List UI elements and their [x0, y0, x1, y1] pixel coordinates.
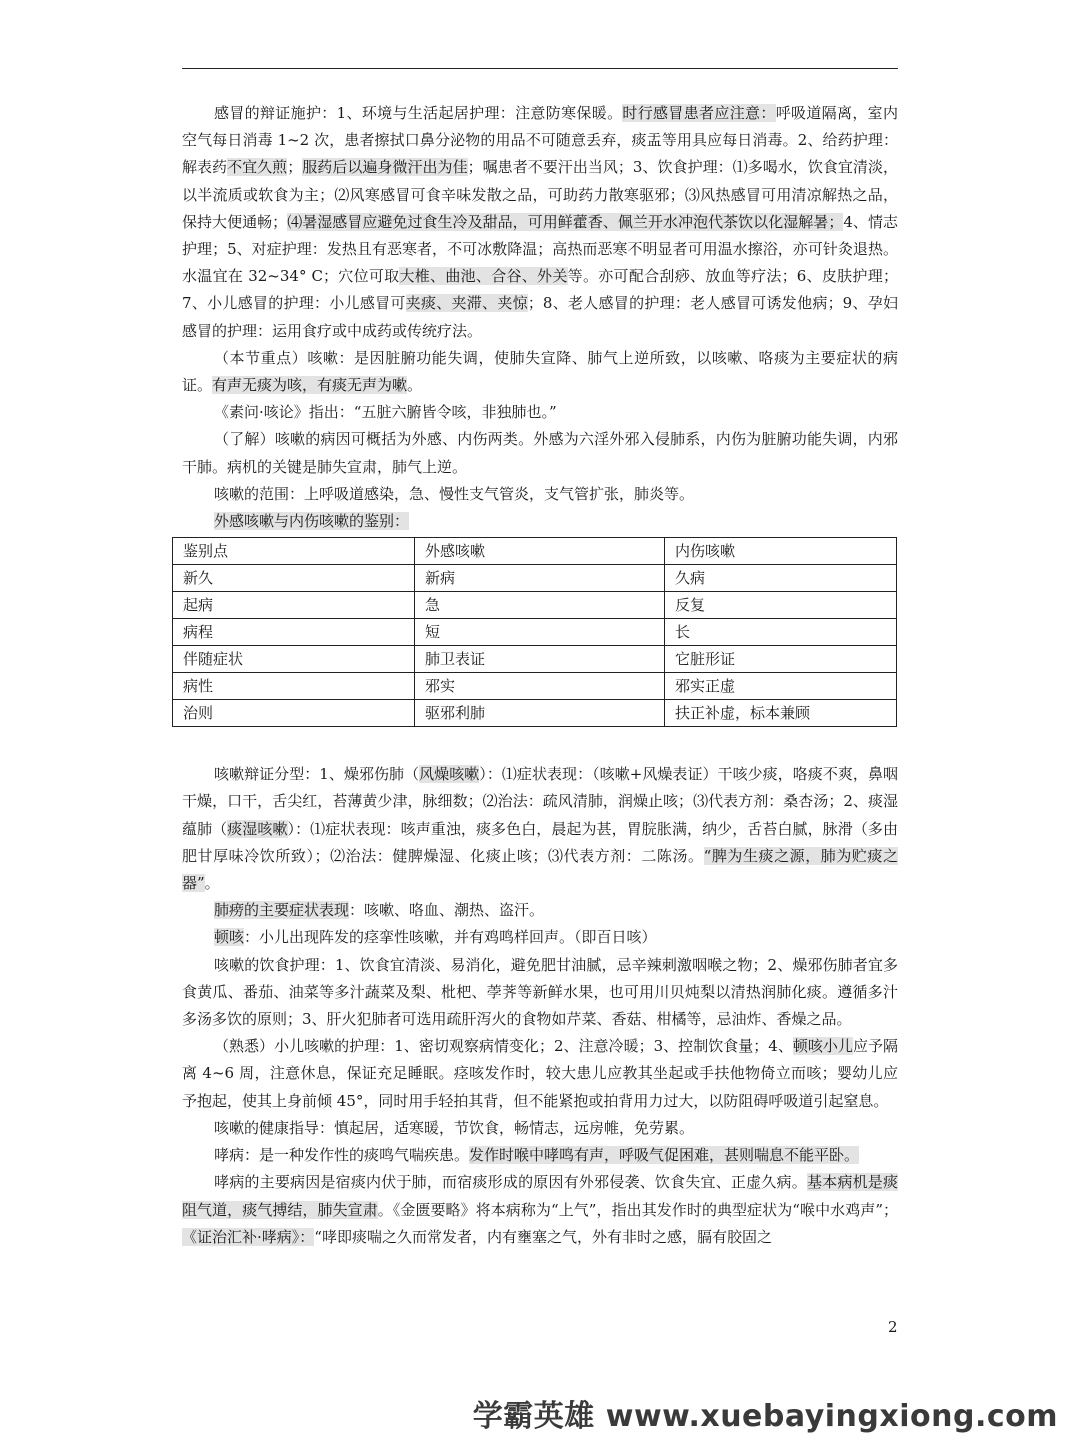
highlight: 基本病机是痰阻气道，痰气搏结，肺失宣肃	[182, 1173, 898, 1219]
text-run: 应予隔离 4~6 周，注意休息，保证充足睡眠。痉咳发作时，较大患儿应教其坐起或手扶他物倚立而咳；婴幼儿应予抱起，使其上身前倾 45°，同时用手轻拍其背，但不能紧抱或拍背用力过大，以防阻碍呼吸道引起窒息。	[182, 1037, 898, 1110]
table-cell: 新病	[415, 565, 665, 592]
table-cell: 治则	[173, 700, 415, 727]
table-cell: 它脏形证	[665, 646, 897, 673]
paragraph-cough-health-guidance: 咳嗽的健康指导：慎起居，适寒暖，节饮食，畅情志，远房帷，免劳累。	[214, 1118, 695, 1137]
highlight: 顿咳小儿	[792, 1037, 853, 1056]
table-cell: 反复	[665, 592, 897, 619]
text-run: 等。亦可配合刮痧、放血等疗法；6、皮肤护理；7、小儿感冒的护理：小儿感冒可	[182, 267, 898, 313]
text-run: 咳嗽辩证分型：1、燥邪伤肺（	[214, 765, 420, 784]
highlight: 发作时喉中哮鸣有声，呼吸气促困难，甚则喘息不能平卧。	[469, 1146, 860, 1165]
paragraph-cough-diet: 咳嗽的饮食护理：1、饮食宜清淡、易消化，避免肥甘油腻，忌辛辣刺激咽喉之物；2、燥邪伤肺者宜多食黄瓜、番茄、油菜等多汁蔬菜及梨、枇杷、荸荠等新鲜水果，也可用川贝炖梨以清热润肺化痰。遵循多汁多汤多饮的原则；3、肝火犯肺者可选用疏肝泻火的食物如芹菜、香菇、柑橘等，忌油炸、香燥之品。	[182, 955, 898, 1029]
table-row	[173, 700, 897, 727]
highlight: 不宜久煎	[227, 158, 288, 177]
paragraph-cold-nursing	[182, 100, 898, 345]
table-cell: 邪实	[415, 673, 665, 700]
table-cell: 急	[415, 592, 665, 619]
table-row	[173, 565, 897, 592]
highlight: 大椎、曲池、合谷、外关	[399, 267, 568, 286]
table-cell: 驱邪利肺	[415, 700, 665, 727]
table-header-cell: 外感咳嗽	[415, 538, 665, 565]
text-run: 4、情志护理；5、对症护理：发热且有恶寒者，不可冰敷降温；高热而恶寒不明显者可用温水擦浴，亦可针灸退热。水温宜在 32~34° C；穴位可取	[182, 212, 898, 286]
highlight: 有声无痰为咳，有痰无声为嗽	[212, 376, 408, 395]
text-run: 。《金匮要略》将本病称为“上气”，指出其发作时的典型症状为“喉中水鸡声”；	[377, 1200, 898, 1219]
paragraph-cough-causes: （了解）咳嗽的病因可概括为外感、内伤两类。外感为六淫外邪入侵肺系，内伤为脏腑功能失调，内邪干肺。病机的关键是肺失宣肃，肺气上逆。	[182, 430, 898, 476]
table-caption	[182, 508, 898, 535]
text-run: ；8、老人感冒的护理：老人感冒可诱发他病；9、孕妇感冒的护理：运用食疗或中成药或传统疗法。	[182, 294, 898, 340]
table-cell: 伴随症状	[173, 646, 415, 673]
paragraph-asthma-definition	[182, 1142, 898, 1169]
page-number: 2	[888, 1318, 898, 1336]
text-run: （本节重点）咳嗽：是因脏腑功能失调，使肺失宣降、肺气上逆所致，以咳嗽、咯痰为主要症状的病证。	[182, 348, 898, 395]
text-run: ：小儿出现阵发的痉挛性咳嗽，并有鸡鸣样回声。（即百日咳）	[244, 928, 657, 947]
highlight: “脾为生痰之源，肺为贮痰之器”	[182, 846, 898, 893]
table-cell: 短	[415, 619, 665, 646]
paragraph-asthma-causes	[182, 1169, 898, 1251]
paragraph-tuberculosis	[182, 897, 898, 924]
table-header-cell: 内伤咳嗽	[665, 538, 897, 565]
header-rule	[182, 68, 898, 69]
text-run: 呼吸道隔离，室内空气每日消毒 1~2 次，患者擦拭口鼻分泌物的用品不可随意丢弃，痰盂等用具应每日消毒。2、给药护理：解表药	[182, 104, 898, 177]
comparison-table	[172, 537, 897, 727]
highlight: 风燥咳嗽	[419, 765, 480, 784]
text-run: 哮病：是一种发作性的痰鸣气喘疾患。	[214, 1146, 470, 1165]
table-cell: 病程	[173, 619, 415, 646]
table-cell: 邪实正虚	[665, 673, 897, 700]
spacer	[182, 727, 898, 761]
highlight: 顿咳	[214, 928, 245, 947]
text-run: 。	[407, 376, 423, 395]
table-row	[173, 673, 897, 700]
highlight: 夹痰、夹滞、夹惊	[405, 294, 528, 313]
text-run: ：咳嗽、咯血、潮热、盗汗。	[349, 901, 545, 920]
text-run: ）：⑴症状表现：（咳嗽+风燥表证）干咳少痰，咯痰不爽，鼻咽干燥，口干，舌尖红，苔薄黄少津，脉细数；⑵治法：疏风清肺，润燥止咳；⑶代表方剂：桑杏汤；2、痰湿蕴肺（	[182, 765, 899, 838]
highlight: 肺痨的主要症状表现	[214, 901, 350, 920]
table-row	[173, 646, 897, 673]
paragraph-child-cough-care	[182, 1033, 898, 1115]
text-run: “哮即痰喘之久而常发者，内有壅塞之气，外有非时之感，膈有胶固之	[314, 1227, 772, 1246]
text-run: 。	[204, 874, 220, 893]
table-header-row	[173, 538, 897, 565]
paragraph-suwen-quote: 《素问·咳论》指出：“五脏六腑皆令咳，非独肺也。”	[214, 403, 557, 422]
text-run: ；	[287, 158, 303, 177]
table-cell: 起病	[173, 592, 415, 619]
text-run: 哮病的主要病因是宿痰内伏于肺，而宿痰形成的原因有外邪侵袭、饮食失宜、正虚久病。	[214, 1173, 807, 1192]
watermark-brand: 学霸英雄 www.xuebayingxiong.com	[472, 1399, 1058, 1434]
highlight: 时行感冒患者应注意：	[622, 104, 776, 122]
table-cell: 扶正补虚，标本兼顾	[665, 700, 897, 727]
highlight: 痰湿咳嗽	[227, 819, 288, 838]
table-row	[173, 592, 897, 619]
table-cell: 新久	[173, 565, 415, 592]
highlight: 外感咳嗽与内伤咳嗽的鉴别：	[214, 512, 410, 531]
table-cell: 久病	[665, 565, 897, 592]
paragraph-cough-definition	[182, 345, 898, 399]
text-run: （熟悉）小儿咳嗽的护理：1、密切观察病情变化；2、注意冷暖；3、控制饮食量；4、	[214, 1037, 793, 1056]
table-cell: 长	[665, 619, 897, 646]
table-row	[173, 619, 897, 646]
table-cell: 肺卫表证	[415, 646, 665, 673]
paragraph-cough-scope: 咳嗽的范围：上呼吸道感染，急、慢性支气管炎，支气管扩张，肺炎等。	[214, 484, 695, 503]
table-cell: 病性	[173, 673, 415, 700]
highlight: ⑷暑湿感冒应避免过食生冷及甜品，可用鲜藿香、佩兰开水冲泡代茶饮以化湿解暑；	[287, 212, 844, 231]
paragraph-whooping-cough	[182, 924, 898, 951]
text-run: ）：⑴症状表现：咳声重浊，痰多色白，晨起为甚，胃脘胀满，纳少，舌苔白腻，脉滑（多由肥甘厚味冷饮所致）；⑵治法：健脾燥湿、化痰止咳；⑶代表方剂：二陈汤。	[182, 819, 898, 865]
text-run: 感冒的辩证施护：1、环境与生活起居护理：注意防寒保暖。	[214, 104, 623, 122]
paragraph-cough-syndromes	[182, 761, 898, 897]
document-body	[182, 100, 898, 1251]
text-run: ；嘱患者不要汗出当风；3、饮食护理：⑴多喝水，饮食宜清淡，以半流质或软食为主；⑵风寒感冒可食辛味发散之品，可助药力散寒驱邪；⑶风热感冒可用清凉解热之品，保持大便通畅；	[182, 158, 898, 231]
table-header-cell: 鉴别点	[173, 538, 415, 565]
highlight: 《证治汇补·哮病》：	[182, 1227, 315, 1246]
highlight: 服药后以遍身微汗出为佳	[302, 158, 468, 177]
